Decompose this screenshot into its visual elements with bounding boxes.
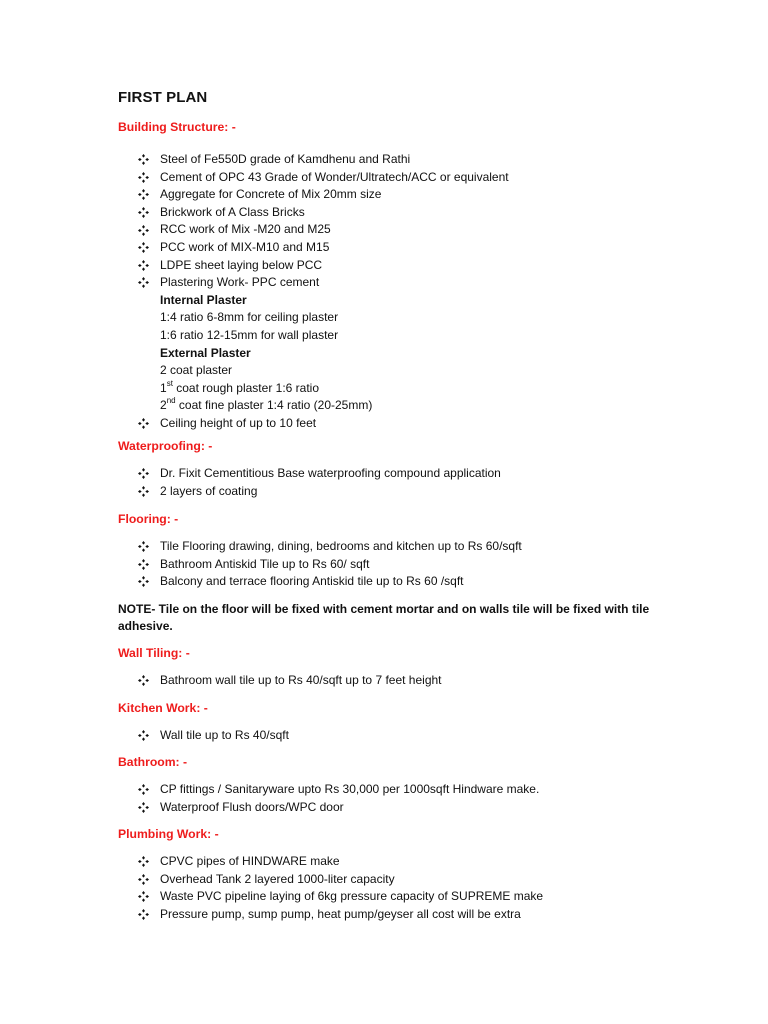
list-item (118, 204, 678, 222)
bullet-list (118, 415, 678, 433)
list-item (118, 186, 678, 204)
section-heading: Waterproofing: - (118, 439, 213, 453)
four-diamond-bullet-icon (137, 573, 149, 591)
coat-number: 2 (160, 398, 167, 413)
coat-ordinal: nd (166, 396, 176, 406)
list-item-text: Brickwork of A Class Bricks (160, 204, 305, 219)
internal-plaster-label: Internal Plaster (160, 292, 247, 307)
four-diamond-bullet-icon (137, 672, 149, 690)
list-item (118, 538, 678, 556)
list-item-text: Ceiling height of up to 10 feet (160, 415, 317, 430)
section-waterproofing (118, 438, 678, 500)
bullet-list (118, 672, 678, 690)
list-item (118, 799, 678, 817)
four-diamond-bullet-icon (137, 538, 149, 556)
four-diamond-bullet-icon (137, 274, 149, 292)
coat-ordinal: st (166, 378, 173, 388)
external-plaster-line (118, 380, 678, 398)
list-item (118, 151, 678, 169)
coat-number: 1 (160, 380, 167, 395)
section-building-structure (118, 119, 678, 433)
bullet-list (118, 465, 678, 500)
bullet-list (118, 727, 678, 745)
list-item (118, 257, 678, 275)
list-item (118, 556, 678, 574)
section-plumbing-work (118, 826, 678, 923)
list-item (118, 221, 678, 239)
list-item-text: RCC work of Mix -M20 and M25 (160, 222, 331, 237)
note-text: NOTE- Tile on the floor will be fixed with cement mortar and on walls tile will be fixed with tile adhesive. (118, 602, 650, 633)
list-item-text: Wall tile up to Rs 40/sqft (160, 728, 289, 742)
four-diamond-bullet-icon (137, 853, 149, 871)
list-item-text: Waterproof Flush doors/WPC door (160, 799, 344, 814)
section-heading: Flooring: - (118, 512, 179, 526)
section-bathroom (118, 754, 678, 816)
list-item-text: CPVC pipes of HINDWARE make (160, 854, 340, 868)
list-item (118, 415, 678, 433)
list-item-text: Dr. Fixit Cementitious Base waterproofing compound application (160, 466, 501, 480)
external-plaster-label: External Plaster (160, 345, 251, 360)
four-diamond-bullet-icon (137, 465, 149, 483)
list-item (118, 169, 678, 187)
four-diamond-bullet-icon (137, 169, 149, 187)
section-flooring (118, 511, 678, 591)
bullet-list (118, 151, 678, 292)
four-diamond-bullet-icon (137, 151, 149, 169)
list-item (118, 465, 678, 483)
list-item-text: 2 layers of coating (160, 483, 258, 498)
list-item-text: Cement of OPC 43 Grade of Wonder/Ultratech/ACC or equivalent (160, 169, 509, 184)
four-diamond-bullet-icon (137, 221, 149, 239)
list-item-text: LDPE sheet laying below PCC (160, 257, 323, 272)
four-diamond-bullet-icon (137, 257, 149, 275)
section-wall-tiling (118, 645, 678, 690)
list-item-text: Balcony and terrace flooring Antiskid tile up to Rs 60 /sqft (160, 574, 464, 589)
external-plaster-line (118, 397, 678, 415)
list-item-text: Bathroom wall tile up to Rs 40/sqft up to 7 feet height (160, 673, 442, 687)
list-item (118, 781, 678, 799)
four-diamond-bullet-icon (137, 204, 149, 222)
bullet-list (118, 853, 678, 923)
list-item-text: Overhead Tank 2 layered 1000-liter capacity (160, 871, 395, 886)
list-item-text: Tile Flooring drawing, dining, bedrooms and kitchen up to Rs 60/sqft (160, 539, 522, 553)
list-item-text: CP fittings / Sanitaryware upto Rs 30,000 per 1000sqft Hindware make. (160, 782, 540, 796)
bullet-list (118, 781, 678, 816)
four-diamond-bullet-icon (137, 871, 149, 889)
list-item (118, 672, 678, 690)
section-heading: Wall Tiling: - (118, 646, 190, 660)
four-diamond-bullet-icon (137, 415, 149, 433)
list-item-text: Pressure pump, sump pump, heat pump/geyser all cost will be extra (160, 906, 521, 921)
coat-text: coat fine plaster 1:4 ratio (20-25mm) (175, 398, 373, 413)
list-item (118, 239, 678, 257)
list-item (118, 888, 678, 906)
list-item-text: Aggregate for Concrete of Mix 20mm size (160, 187, 382, 202)
four-diamond-bullet-icon (137, 906, 149, 924)
list-item (118, 727, 678, 745)
list-item (118, 573, 678, 591)
section-heading: Kitchen Work: - (118, 701, 208, 715)
internal-plaster-line: 1:6 ratio 12-15mm for wall plaster (160, 327, 339, 342)
list-item-text: PCC work of MIX-M10 and M15 (160, 239, 330, 254)
list-item (118, 871, 678, 889)
list-item (118, 274, 678, 292)
coat-text: coat rough plaster 1:6 ratio (172, 380, 320, 395)
four-diamond-bullet-icon (137, 799, 149, 817)
section-heading: Building Structure: - (118, 120, 236, 134)
four-diamond-bullet-icon (137, 483, 149, 501)
list-item-text: Plastering Work- PPC cement (160, 275, 320, 290)
list-item-text: Waste PVC pipeline laying of 6kg pressure capacity of SUPREME make (160, 889, 544, 904)
external-plaster-line: 2 coat plaster (160, 363, 233, 378)
four-diamond-bullet-icon (137, 781, 149, 799)
list-item (118, 906, 678, 924)
four-diamond-bullet-icon (137, 556, 149, 574)
bullet-list (118, 538, 678, 591)
list-item (118, 483, 678, 501)
list-item (118, 853, 678, 871)
four-diamond-bullet-icon (137, 239, 149, 257)
section-kitchen-work (118, 700, 678, 745)
page-title: FIRST PLAN (118, 89, 208, 106)
internal-plaster-line: 1:4 ratio 6-8mm for ceiling plaster (160, 310, 339, 325)
section-heading: Plumbing Work: - (118, 827, 219, 841)
list-item-text: Steel of Fe550D grade of Kamdhenu and Rathi (160, 152, 411, 166)
list-item-text: Bathroom Antiskid Tile up to Rs 60/ sqft (160, 556, 370, 571)
four-diamond-bullet-icon (137, 186, 149, 204)
section-heading: Bathroom: - (118, 755, 188, 769)
four-diamond-bullet-icon (137, 727, 149, 745)
four-diamond-bullet-icon (137, 888, 149, 906)
